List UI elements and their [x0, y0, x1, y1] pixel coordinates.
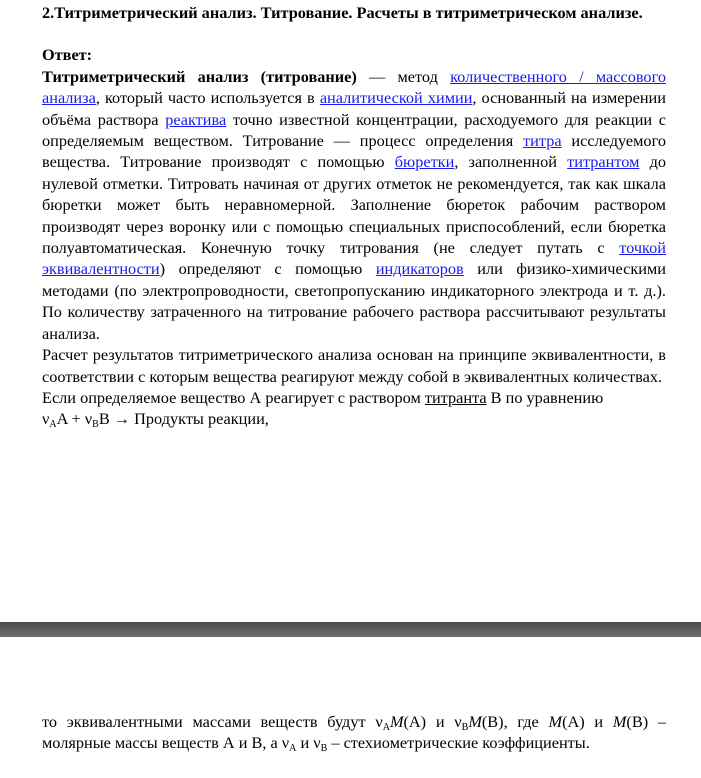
molar-mass-symbol: M: [548, 712, 563, 731]
paragraph-definition: [42, 66, 666, 344]
text-run: B → Продукты реакции,: [98, 409, 269, 429]
text-run: исследуемого вещества. Титрование производят с помощью: [42, 131, 666, 172]
link-titer[interactable]: титра: [523, 131, 562, 151]
page-break-divider: [0, 622, 701, 637]
link-analytical-chemistry[interactable]: аналитической химии: [319, 88, 473, 108]
text-run: – стехиометрические коэффициенты.: [327, 733, 590, 753]
molar-mass-symbol: M: [612, 712, 627, 731]
document-page-1: [42, 2, 666, 430]
subscript-b: B: [320, 743, 328, 755]
reaction-equation: [42, 408, 666, 429]
link-reagent[interactable]: реактива: [165, 109, 227, 129]
titrant-underlined: титранта: [424, 387, 487, 407]
subscript-b: B: [461, 722, 469, 733]
text-run: , который часто используется в: [95, 88, 320, 108]
term-titrimetric-analysis: Титриметрический анализ (титрование): [42, 66, 357, 86]
molar-mass-symbol: M: [468, 712, 482, 731]
link-equivalence-point[interactable]: точкой эквивалентности: [42, 238, 666, 279]
link-titrant[interactable]: титрантом: [567, 152, 640, 172]
paragraph-reaction-intro: [42, 387, 666, 408]
text-run: B по уравнению: [486, 387, 604, 407]
text-run: (B) – молярные массы веществ А и B, а ν: [42, 712, 666, 753]
text-run: , основанный на измерении объёма раствора: [42, 88, 666, 129]
text-run: точно известной концентрации, расходуемого для реакции с определяемым веществом. Титрование — процесс определения: [42, 109, 666, 151]
link-indicators[interactable]: индикаторов: [375, 259, 464, 279]
text-run: (A) и: [562, 712, 613, 731]
subscript-a: A: [289, 743, 297, 755]
subscript-a: A: [382, 722, 390, 733]
text-run: (A) и ν: [403, 712, 462, 731]
answer-label: Ответ:: [42, 45, 93, 65]
text-run: — метод: [356, 66, 451, 86]
link-quantitative-analysis[interactable]: количественного / массового анализа: [42, 66, 666, 108]
document-page-2: [42, 711, 666, 754]
text-run: , заполненной: [454, 152, 568, 172]
nu-symbol: ν: [42, 409, 50, 429]
text-run: до нулевой отметки. Титровать начиная от других отметок не рекомендуется, так как шкала бюретки может быть неравномерной. Заполнение бюреток рабочим раствором производят через воронку или с помощью специальных приспособлений, если бюретка полуавтоматическая. Конечную точку титрования (не следует путать с: [42, 152, 666, 258]
nu-symbol: ν: [84, 409, 93, 429]
text-run: (B), где: [481, 712, 549, 731]
text-run: ) определяют с помощью: [159, 259, 376, 279]
text-run: A +: [56, 409, 85, 429]
link-burette[interactable]: бюретки: [394, 152, 455, 172]
text-run: Если определяемое вещество А реагирует с раствором: [42, 387, 425, 407]
paragraph-equivalence-principle: Расчет результатов титриметрического анализа основан на принципе эквивалентности, в соответствии с которым вещества реагируют между собой в эквивалентных количествах.: [42, 345, 666, 386]
question-title: 2.Титриметрический анализ. Титрование. Расчеты в титриметрическом анализе.: [42, 3, 643, 22]
molar-mass-symbol: M: [389, 712, 404, 731]
subscript-a: A: [49, 419, 57, 431]
text-run: или физико-химическими методами (по электропроводности, светопропусканию индикаторного электрода и т. д.). По количеству затраченного на титрование рабочего раствора рассчитывают результаты анализа.: [42, 259, 666, 343]
paragraph-equivalent-masses: [42, 711, 666, 754]
subscript-b: B: [92, 419, 99, 431]
text-run: то эквивалентными массами веществ будут ν: [42, 712, 383, 731]
text-run: и ν: [296, 733, 321, 753]
